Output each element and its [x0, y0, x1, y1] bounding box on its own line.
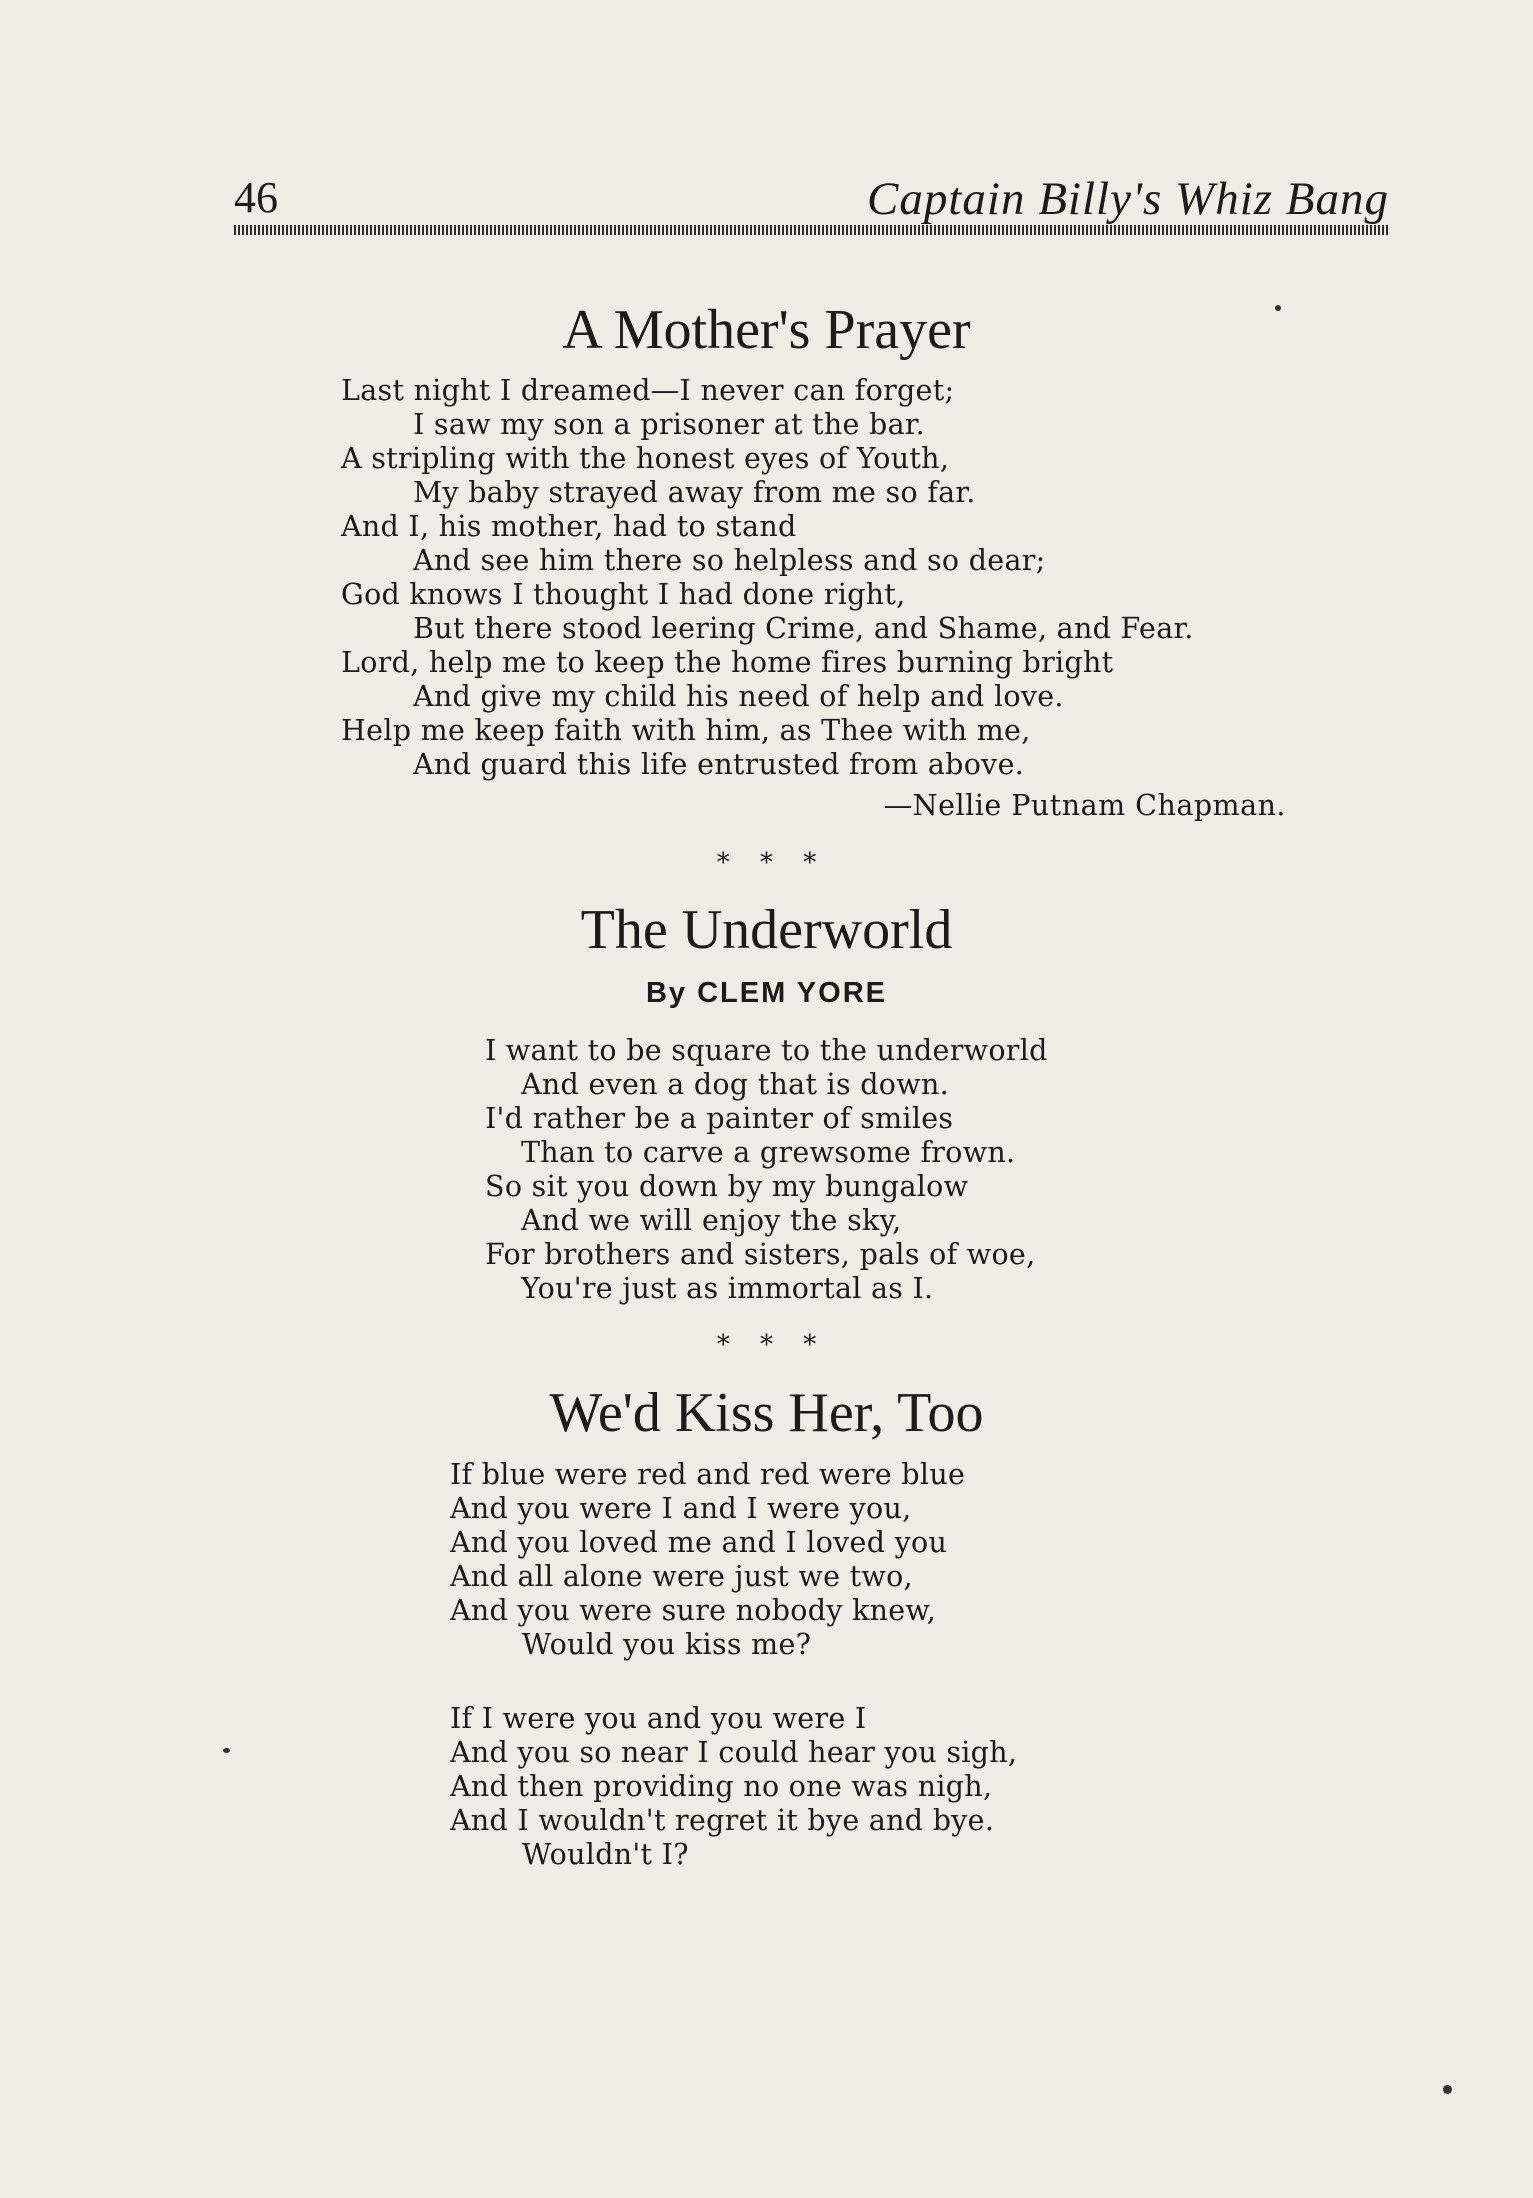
poem-line: Lord, help me to keep the home fires burning bright — [341, 646, 1114, 679]
poem-line: Than to carve a grewsome frown. — [521, 1136, 1016, 1169]
poem-line: And you so near I could hear you sigh, — [450, 1736, 1018, 1769]
poem-kiss-stanza-1 — [450, 1458, 965, 1662]
poem-line: And then providing no one was nigh, — [450, 1770, 993, 1803]
poem-line: If I were you and you were I — [450, 1702, 867, 1735]
poem-line: I saw my son a prisoner at the bar. — [413, 408, 926, 441]
poem-mothers-prayer-stanza — [341, 374, 1194, 782]
poem-line: I want to be square to the underworld — [485, 1034, 1048, 1067]
poem-line: And you were sure nobody knew, — [450, 1594, 937, 1627]
poem-underworld-stanza — [485, 1034, 1048, 1306]
poem-line: For brothers and sisters, pals of woe, — [485, 1238, 1036, 1271]
poem-line: But there stood leering Crime, and Shame, and Fear. — [413, 612, 1194, 645]
poem-attribution: —Nellie Putnam Chapman. — [883, 789, 1286, 822]
section-separator: * * * — [716, 848, 817, 878]
poem-line: And all alone were just we two, — [450, 1560, 913, 1593]
poem-line: And see him there so helpless and so dear; — [413, 544, 1046, 577]
poem-line: So sit you down by my bungalow — [485, 1170, 969, 1203]
poem-line: Would you kiss me? — [522, 1628, 812, 1661]
header-rule — [234, 225, 1389, 235]
running-head: Captain Billy's Whiz Bang — [866, 173, 1389, 225]
poem-line: My baby strayed away from me so far. — [413, 476, 976, 509]
poem-line: God knows I thought I had done right, — [341, 578, 906, 611]
poem-kiss-stanza-2 — [450, 1702, 1017, 1872]
poem-line: And we will enjoy the sky, — [521, 1204, 902, 1237]
poem-byline: By CLEM YORE — [645, 977, 887, 1009]
poem-line: And give my child his need of help and love. — [413, 680, 1064, 713]
poem-line: Wouldn't I? — [522, 1838, 689, 1871]
poem-line: And I, his mother, had to stand — [341, 510, 797, 543]
poem-title-underworld: The Underworld — [580, 899, 953, 961]
section-separator: * * * — [716, 1330, 817, 1360]
paper-speck — [1275, 305, 1281, 311]
paper-speck — [223, 1748, 230, 1753]
page-number: 46 — [234, 173, 278, 222]
poem-line: I'd rather be a painter of smiles — [485, 1102, 954, 1135]
poem-title-wed-kiss-her-too: We'd Kiss Her, Too — [549, 1382, 984, 1444]
poem-line: And you were I and I were you, — [450, 1492, 912, 1525]
poem-line: If blue were red and red were blue — [450, 1458, 966, 1491]
poem-line: Help me keep faith with him, as Thee with me, — [341, 714, 1031, 747]
poem-line: And even a dog that is down. — [521, 1068, 949, 1101]
poem-line: A stripling with the honest eyes of Youth, — [341, 442, 950, 475]
poem-line: And you loved me and I loved you — [450, 1526, 948, 1559]
paper-speck — [1443, 2085, 1452, 2094]
poem-line: Last night I dreamed—I never can forget; — [341, 374, 955, 407]
poem-title-mothers-prayer: A Mother's Prayer — [562, 299, 971, 361]
poem-line: And guard this life entrusted from above. — [413, 748, 1025, 781]
poem-line: You're just as immortal as I. — [521, 1272, 934, 1305]
poem-line: And I wouldn't regret it bye and bye. — [450, 1804, 995, 1837]
